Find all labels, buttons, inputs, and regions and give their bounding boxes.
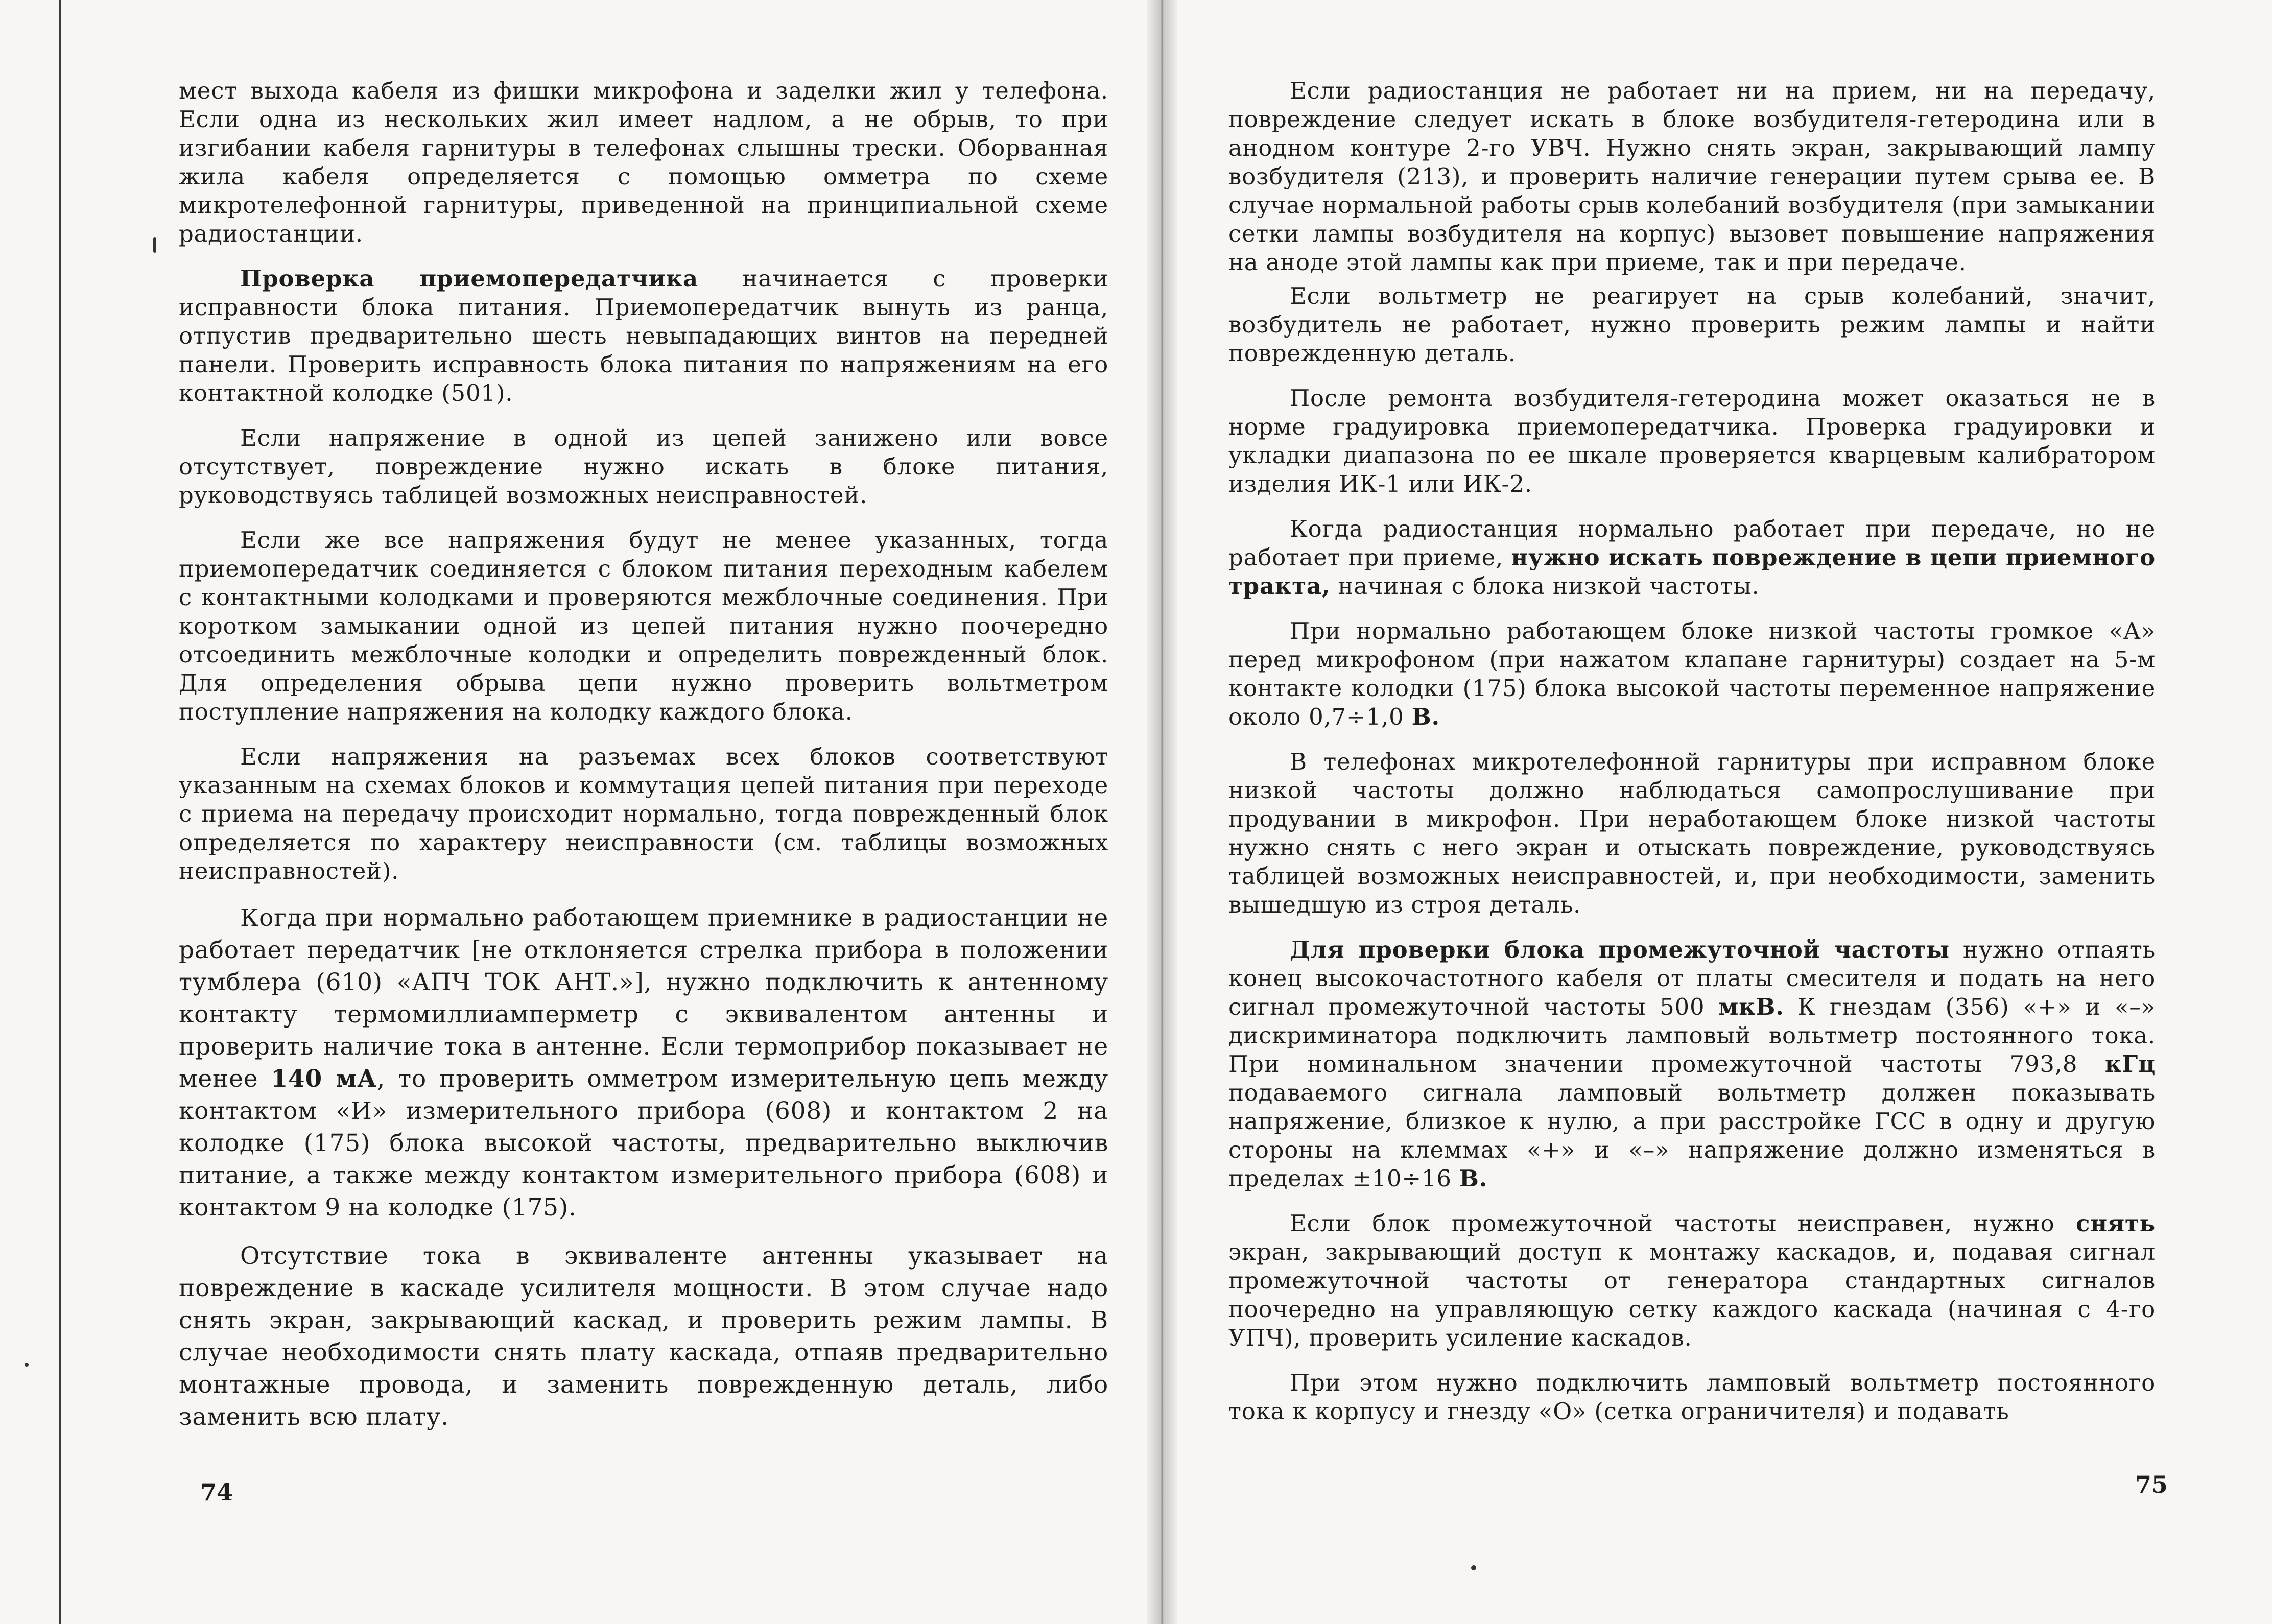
current-value: 140 мА bbox=[271, 1065, 377, 1093]
heading-receiver-check: Проверка приемопередатчика bbox=[240, 265, 698, 292]
scan-edge bbox=[59, 0, 61, 1624]
unit-khz: кГц bbox=[2104, 1050, 2156, 1078]
paragraph-cascade-bold: снять bbox=[2075, 1210, 2156, 1237]
voltage-unit: В. bbox=[1411, 703, 1440, 730]
unit-microvolt: мкВ. bbox=[1718, 993, 1784, 1020]
scan-speck bbox=[153, 237, 156, 253]
paragraph-cascade-part1: Если блок промежуточной частоты неисправен, нужно bbox=[1290, 1210, 2055, 1237]
scan-speck bbox=[1471, 1565, 1476, 1570]
paragraph-cascade-part2: экран, закрывающий доступ к монтажу каскадов, и, подавая сигнал промежуточной частоты от генератора стандартных сигналов поочередно на управляющую сетку каждого каскада (начиная с 4-го УПЧ), проверить усиление каскадов. bbox=[1228, 1238, 2156, 1351]
paragraph-receiver-check-text: начинается с проверки исправности блока питания. Приемопередатчик вынуть из ранца, отпустив предварительно шесть невыпадающих винтов на передней панели. Проверить исправность блока питания по напряжениям на его контактной колодке (501). bbox=[179, 265, 1109, 407]
paragraph-antenna-current: Отсутствие тока в эквиваленте антенны указывает на повреждение в каскаде усилителя мощности. В этом случае надо снять экран, закрывающий каскад, и проверить режим лампы. В случае необходимости снять плату каскада, отпаяв предварительно монтажные провода, и заменить поврежденную деталь, либо заменить всю плату. bbox=[179, 1242, 1108, 1431]
unit-volt: В. bbox=[1459, 1165, 1488, 1192]
heading-if-check: Для проверки блока промежуточной частоты bbox=[1290, 936, 1950, 963]
paragraph-cable: мест выхода кабеля из фишки микрофона и заделки жил у телефона. Если одна из нескольких жил имеет надлом, а не обрыв, то при изгибании кабеля гарнитуры в телефонах слышны трески. Оборванная жила кабеля определяется с помощью омметра по схеме микротелефонной гарнитуры, приведенной на принципиальной схеме радиостанции. bbox=[179, 77, 1108, 247]
paragraph-receiver-check bbox=[179, 265, 1108, 408]
paragraph-transmitter-part2: , то проверить омметром измерительную цепь между контактом «И» измерительного прибора (608) и контактом 2 на колодке (175) блока высокой частоты, предварительно выключив питание, а также между контактом измерительного прибора (608) и контактом 9 на колодке (175). bbox=[179, 1065, 1108, 1222]
paragraph-if-faulty bbox=[1228, 1209, 2156, 1352]
scan-speck bbox=[25, 1363, 29, 1367]
paragraph-exciter: Если радиостанция не работает ни на прием, ни на передачу, повреждение следует искать в блоке возбудителя-гетеродина или в анодном контуре 2-го УВЧ. Нужно снять экран, закрывающий лампу возбудителя (213), и проверить наличие генерации путем срыва ее. В случае нормальной работы срыв колебаний возбудителя (при замыкании сетки лампы возбудителя на корпус) вызовет повышение напряжения на аноде этой лампы как при приеме, так и при передаче. bbox=[1228, 77, 2156, 276]
paragraph-receive-part2: начиная с блока низкой частоты. bbox=[1338, 572, 1760, 600]
paragraph-if-check bbox=[1228, 936, 2156, 1193]
paragraph-transmitter-part1: Когда при нормально работающем приемнике в радиостанции не работает передатчик [не отклоняется стрелка прибора в положении тумблера (610) «АПЧ ТОК АНТ.»], нужно подключить к антенному контакту термомиллиамперметр с эквивалентом антенны и проверить наличие тока в антенне. Если термоприбор показывает не менее bbox=[179, 904, 1108, 1093]
paragraph-if-part1: нужно отпаять конец высокочастотного кабеля от платы смесителя и подать на него сигнал промежуточной частоты 500 bbox=[1228, 936, 2156, 1020]
paragraph-lowfreq-part1: При нормально работающем блоке низкой частоты громкое «А» перед микрофоном (при нажатом клапане гарнитуры) создает на 5-м контакте колодки (175) блока высокой частоты переменное напряжение около 0,7÷1,0 bbox=[1228, 617, 2156, 730]
paragraph-if-part2: К гнездам (356) «+» и «–» дискриминатора подключить ламповый вольтметр постоянного тока. При номинальном значении промежуточной частоты 793,8 bbox=[1228, 993, 2156, 1078]
paragraph-transmitter bbox=[179, 902, 1108, 1224]
paragraph-voltage-low: Если напряжение в одной из цепей занижено или вовсе отсутствует, повреждение нужно искать в блоке питания, руководствуясь таблицей возможных неисправностей. bbox=[179, 424, 1108, 509]
paragraph-receive-path bbox=[1228, 515, 2156, 601]
paragraph-headphones: В телефонах микротелефонной гарнитуры при исправном блоке низкой частоты должно наблюдаться самопрослушивание при продувании в микрофон. При неработающем блоке низкой частоты нужно снять с него экран и отыскать повреждение, руководствуясь таблицей возможных неисправностей, и, при необходимости, заменить вышедшую из строя деталь. bbox=[1228, 748, 2156, 918]
right-page bbox=[1228, 77, 2156, 1532]
paragraph-voltmeter: Если вольтметр не реагирует на срыв колебаний, значит, возбудитель не работает, нужно проверить режим лампы и найти поврежденную деталь. bbox=[1228, 282, 2156, 367]
book-gutter bbox=[1147, 0, 1177, 1624]
paragraph-if-part3: подаваемого сигнала ламповый вольтметр должен показывать напряжение, близкое к нулю, а при расстройке ГСС в одну и другую стороны на клеммах «+» и «–» напряжение должно изменяться в пределах ±10÷16 bbox=[1228, 1079, 2156, 1192]
left-page bbox=[179, 77, 1108, 1532]
paragraph-voltage-ok: Если же все напряжения будут не менее указанных, тогда приемопередатчик соединяется с блоком питания переходным кабелем с контактными колодками и проверяются межблочные соединения. При коротком замыкании одной из цепей питания нужно поочередно отсоединить межблочные колодки и определить поврежденный блок. Для определения обрыва цепи нужно проверить вольтметром поступление напряжения на колодку каждого блока. bbox=[179, 527, 1108, 725]
page-number-right: 75 bbox=[2135, 1471, 2168, 1498]
page-number-left: 74 bbox=[200, 1478, 233, 1506]
paragraph-receive-part1: Когда радиостанция нормально работает при передаче, но не работает при приеме, bbox=[1228, 515, 2156, 571]
paragraph-calibration: После ремонта возбудителя-гетеродина может оказаться не в норме градуировка приемопередатчика. Проверка градуировки и укладки диапазона по ее шкале проверяется кварцевым калибратором изделия ИК-1 или ИК-2. bbox=[1228, 385, 2156, 497]
paragraph-connectors: Если напряжения на разъемах всех блоков соответствуют указанным на схемах блоков и коммутация цепей питания при переходе с приема на передачу происходит нормально, тогда поврежденный блок определяется по характеру неисправности (см. таблицы возможных неисправностей). bbox=[179, 743, 1108, 885]
paragraph-receive-bold: нужно искать повреждение в цепи приемного тракта, bbox=[1228, 544, 2156, 600]
paragraph-limiter: При этом нужно подключить ламповый вольтметр постоянного тока к корпусу и гнезду «О» (сетка ограничителя) и подавать bbox=[1228, 1369, 2156, 1425]
paragraph-low-frequency bbox=[1228, 617, 2156, 731]
